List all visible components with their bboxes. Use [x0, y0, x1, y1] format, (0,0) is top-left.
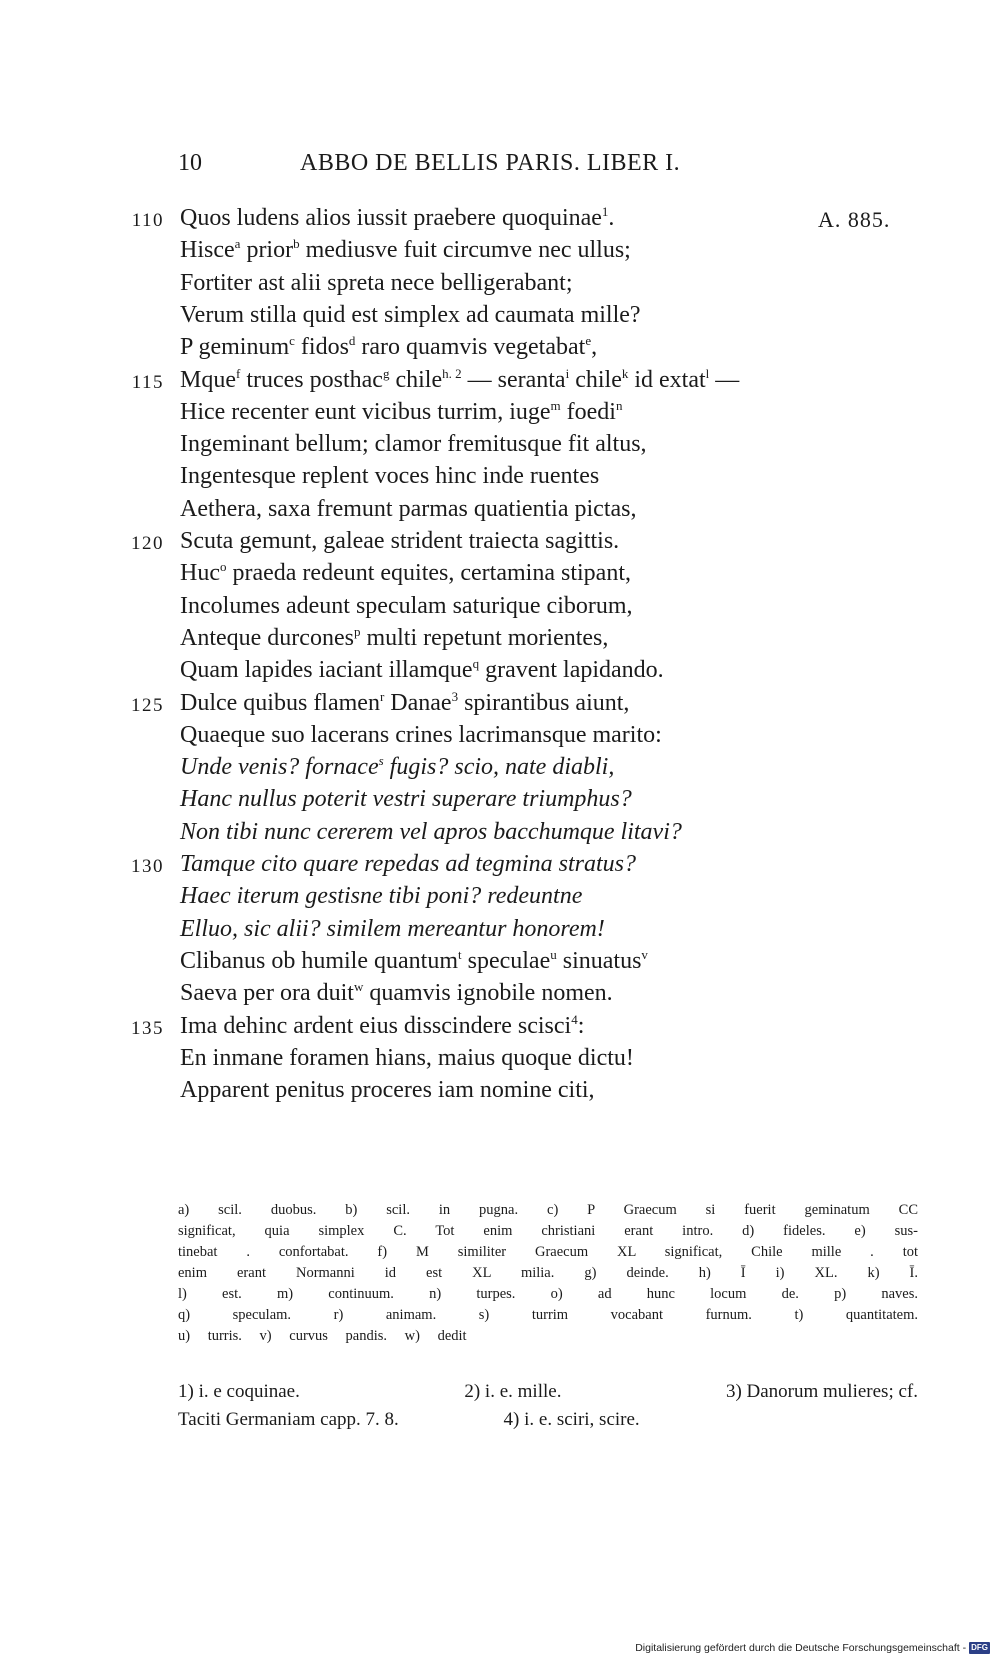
verse-text: Ingentesque replent voces hinc inde ruentes	[180, 463, 600, 490]
verse-text: Incolumes adeunt speculam saturique ciborum,	[180, 592, 633, 619]
verse-line	[0, 1077, 1000, 1111]
footnote-item: Taciti Germaniam capp. 7. 8.	[178, 1409, 399, 1430]
verse-line	[0, 690, 1000, 724]
footnote-line	[178, 1406, 918, 1434]
verse-text: Quaeque suo lacerans crines lacrimansque marito:	[180, 721, 662, 748]
verse-text: Mque$^f$ truces posthac$^g$ chile$^{h. 2}$ — seranta$^i$ chile$^k$ id extat$^l$ —	[180, 365, 740, 393]
verse-text: Elluo, sic alii? similem mereantur honorem!	[180, 915, 605, 942]
verse-line	[0, 657, 1000, 691]
verse-text: Ima dehinc ardent eius disscindere scisci$^4$:	[180, 1011, 585, 1039]
line-number: 115	[131, 371, 164, 393]
apparatus-line: tinebat . confortabat. f) M similiter Graecum XL significat, Chile mille . tot	[178, 1244, 918, 1260]
verse-text: P geminum$^c$ fidos$^d$ raro quamvis vegetabat$^e$,	[180, 333, 598, 361]
line-number: 110	[131, 210, 164, 231]
verse-line	[0, 205, 1000, 239]
verse-text: En inmane foramen hians, maius quoque dictu!	[180, 1044, 634, 1071]
verse-text: Huc$^o$ praeda redeunt equites, certamina stipant,	[180, 559, 631, 587]
verse-text: Quam lapides iaciant illamque$^q$ gravent lapidando.	[180, 656, 664, 684]
running-title: ABBO DE BELLIS PARIS. LIBER I.	[300, 150, 681, 176]
verse-text: Non tibi nunc cererem vel apros bacchumque litavi?	[180, 818, 682, 845]
verse-text: Hice recenter eunt vicibus turrim, iuge$^m$ foedi$^n$	[180, 397, 623, 425]
verse-text: Hanc nullus poterit vestri superare triumphus?	[180, 786, 632, 813]
verse-line	[0, 722, 1000, 756]
line-number: 130	[131, 856, 164, 877]
footnote-item: 4) i. e. sciri, scire.	[503, 1409, 640, 1430]
verse-text: Aethera, saxa fremunt parmas quatientia pictas,	[180, 495, 637, 522]
apparatus-line: significat, quia simplex C. Tot enim christiani erant intro. d) fideles. e) sus-	[178, 1223, 918, 1239]
verse-line	[0, 334, 1000, 368]
verse-text: Verum stilla quid est simplex ad caumata mille?	[180, 301, 641, 328]
year-marginal: A. 885.	[818, 207, 891, 232]
verse-text: Haec iterum gestisne tibi poni? redeuntne	[180, 883, 583, 910]
footnote-item: 3) Danorum mulieres; cf.	[725, 1381, 918, 1402]
verse-text: Fortiter ast alii spreta nece belligerabant;	[180, 269, 573, 296]
verse-line	[0, 980, 1000, 1014]
credit-text: Digitalisierung gefördert durch die Deutsche Forschungsgemeinschaft -	[635, 1642, 967, 1654]
dfg-logo-icon: DFG	[971, 1643, 988, 1652]
verse-line	[0, 948, 1000, 982]
apparatus-line: enim erant Normanni id est XL milia. g) deinde. h) Ī i) XL. k) Ī.	[178, 1265, 918, 1281]
verse-line	[0, 819, 1000, 853]
verse-text: Hisce$^a$ prior$^b$ mediusve fuit circumve nec ullus;	[180, 236, 631, 264]
verse-text: Apparent penitus proceres iam nomine citi,	[180, 1077, 595, 1104]
verse-line	[0, 237, 1000, 271]
verse-text: Scuta gemunt, galeae strident traiecta sagittis.	[180, 528, 620, 554]
line-number: 125	[131, 694, 164, 716]
critical-apparatus	[178, 1200, 918, 1347]
verse-text: Anteque durcones$^p$ multi repetunt morientes,	[180, 623, 609, 651]
verse-line	[0, 367, 1000, 401]
apparatus-line: a) scil. duobus. b) scil. in pugna. c) P Graecum si fuerit geminatum CC	[178, 1202, 918, 1218]
verse-line	[0, 593, 1000, 627]
verse-text: Tamque cito quare repedas ad tegmina stratus?	[180, 851, 636, 877]
verse-text: Ingeminant bellum; clamor fremitusque fit altus,	[180, 431, 647, 458]
verse-text: Dulce quibus flamen$^r$ Danae$^3$ spirantibus aiunt,	[180, 688, 630, 716]
verse-line	[0, 851, 1000, 885]
verse-line	[0, 625, 1000, 659]
verse-line	[0, 463, 1000, 497]
apparatus-line: q) speculam. r) animam. s) turrim vocabant furnum. t) quantitatem.	[178, 1307, 918, 1323]
verse-line	[0, 883, 1000, 917]
apparatus-line: l) est. m) continuum. n) turpes. o) ad hunc locum de. p) naves.	[178, 1286, 918, 1302]
digitization-credit	[635, 1642, 990, 1654]
footnote-item: 2) i. e. mille.	[464, 1381, 562, 1402]
verse-line	[0, 916, 1000, 950]
page-number: 10	[178, 150, 202, 176]
verse-line	[0, 786, 1000, 820]
verse-line	[0, 1045, 1000, 1079]
verse-line	[0, 302, 1000, 336]
verse-line	[0, 399, 1000, 433]
footnote-item: 1) i. e coquinae.	[178, 1381, 300, 1402]
verse-line	[0, 560, 1000, 594]
line-number: 135	[131, 1017, 164, 1039]
apparatus-line: u) turris. v) curvus pandis. w) dedit	[178, 1328, 467, 1344]
verse-text: Saeva per ora duit$^w$ quamvis ignobile nomen.	[180, 979, 613, 1007]
verse-line	[0, 528, 1000, 562]
verse-line	[0, 496, 1000, 530]
page-header	[178, 150, 768, 184]
verse-line	[0, 431, 1000, 465]
line-number: 120	[131, 533, 164, 554]
verse-line	[0, 1013, 1000, 1047]
verse-text: Clibanus ob humile quantum$^t$ speculae$^u$ sinuatus$^v$	[180, 946, 648, 974]
verse-text: Unde venis? fornace$^s$ fugis? scio, nate diabli,	[180, 753, 615, 781]
verse-line	[0, 270, 1000, 304]
verse-text: Quos ludens alios iussit praebere quoquinae$^1$.	[180, 204, 615, 231]
explanatory-footnotes	[178, 1378, 918, 1434]
verse-line	[0, 754, 1000, 788]
footnote-line	[178, 1378, 918, 1406]
